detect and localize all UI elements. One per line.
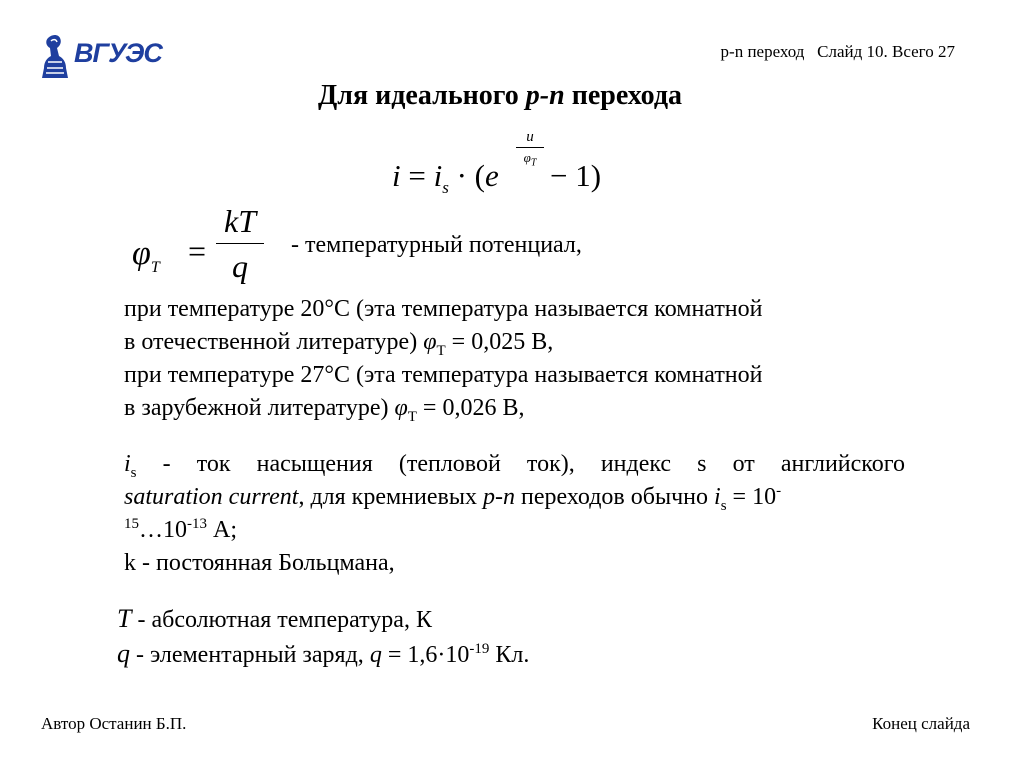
formula-dot-paren: · ( xyxy=(448,158,486,193)
formula-equals: = xyxy=(400,158,434,193)
formula-e: e xyxy=(485,158,499,193)
thermal-voltage-formula xyxy=(132,203,292,295)
para2-sup-minus: - xyxy=(776,483,782,499)
para2-line4: k - постоянная Больцмана, xyxy=(124,550,395,576)
diode-current-formula xyxy=(392,125,632,200)
para3-sup-19: -19 xyxy=(469,641,490,657)
para3-line2-a: - элементарный заряд, xyxy=(130,642,370,668)
logo-text: ВГУЭС xyxy=(74,38,162,68)
emblem-icon xyxy=(38,32,72,80)
q-symbol: q xyxy=(117,639,130,668)
phi-equals: = xyxy=(188,233,207,269)
phi-description: - температурный потенциал, xyxy=(291,232,582,258)
formula-lhs-i: i xyxy=(392,158,401,193)
saturation-paragraph xyxy=(124,448,905,580)
para2-pn: p-n xyxy=(482,484,515,510)
para2-line2-c: = 10 xyxy=(726,484,777,510)
para2-line3-b: А; xyxy=(207,517,237,543)
slide-info: p-n переход Слайд 10. Всего 27 xyxy=(720,42,955,61)
para2-line1-text: - ток насыщения (тепловой ток), индекс s от английского xyxy=(136,451,905,477)
title-prefix: Для идеального xyxy=(318,80,526,111)
saturation-current-term: saturation current xyxy=(124,484,299,510)
para1-line4 xyxy=(124,392,924,425)
para3-line2-b: = 1,6·10 xyxy=(381,642,470,668)
constants-paragraph xyxy=(117,602,897,672)
title-suffix: перехода xyxy=(564,80,682,111)
para1-phi-sub: Т xyxy=(436,342,446,359)
exponent-phi-sub: T xyxy=(530,157,537,169)
phi-symbol: φ xyxy=(132,235,151,272)
formula-is-base: i xyxy=(433,158,443,193)
exponent-phi: φ xyxy=(523,150,531,165)
para1-phi: φ xyxy=(423,329,437,355)
para3-line1 xyxy=(117,602,897,637)
para1-phi2-sub: Т xyxy=(407,408,417,425)
t-symbol: T xyxy=(117,604,132,633)
is-symbol: i xyxy=(124,451,131,477)
para2-line2 xyxy=(124,481,905,514)
exponent-numerator: u xyxy=(516,129,544,148)
formula-exponent xyxy=(516,129,544,169)
para1-line2-text: в отечественной литературе) xyxy=(124,329,424,355)
para1-line1: при температуре 20°С (эта температура называется комнатной xyxy=(124,296,763,322)
formula-tail: − 1) xyxy=(550,158,602,193)
para1-line4-text: в зарубежной литературе) xyxy=(124,395,395,421)
university-logo xyxy=(38,32,160,80)
phi-denominator: q xyxy=(232,248,248,284)
temperature-paragraph xyxy=(124,293,924,425)
para1-line4-value: = 0,026 В, xyxy=(416,395,525,421)
para3-line2 xyxy=(117,637,897,672)
para2-line1 xyxy=(124,448,905,481)
para2-line2-b: переходов обычно xyxy=(514,484,715,510)
para2-line3 xyxy=(124,514,905,547)
author-footer: Автор Останин Б.П. xyxy=(41,714,187,733)
para2-sup-15: 15 xyxy=(124,516,139,532)
para2-line3-a: …10 xyxy=(139,517,187,543)
para1-line2-value: = 0,025 В, xyxy=(445,329,554,355)
para2-line2-a: , для кремниевых xyxy=(298,484,483,510)
para2-is: i xyxy=(714,484,721,510)
para2-sup-13: -13 xyxy=(187,516,207,532)
phi-fraction xyxy=(216,203,264,285)
is-sub: s xyxy=(130,464,137,481)
formula-is-sub: s xyxy=(442,178,449,198)
para3-q: q xyxy=(369,642,382,668)
phi-numerator: kT xyxy=(216,203,264,244)
para3-line1-text: - абсолютная температура, К xyxy=(131,607,432,633)
exponent-denominator xyxy=(516,148,544,169)
title-pn: p-n xyxy=(525,80,565,111)
para1-line2 xyxy=(124,326,924,359)
end-slide-link[interactable]: Конец слайда xyxy=(872,714,970,733)
phi-sub: T xyxy=(150,258,160,276)
para2-is-sub: s xyxy=(720,497,727,514)
slide-title xyxy=(190,80,810,112)
para1-line3: при температуре 27°С (эта температура называется комнатной xyxy=(124,362,763,388)
para3-line2-c: Кл. xyxy=(489,642,530,668)
para1-phi2: φ xyxy=(394,395,408,421)
